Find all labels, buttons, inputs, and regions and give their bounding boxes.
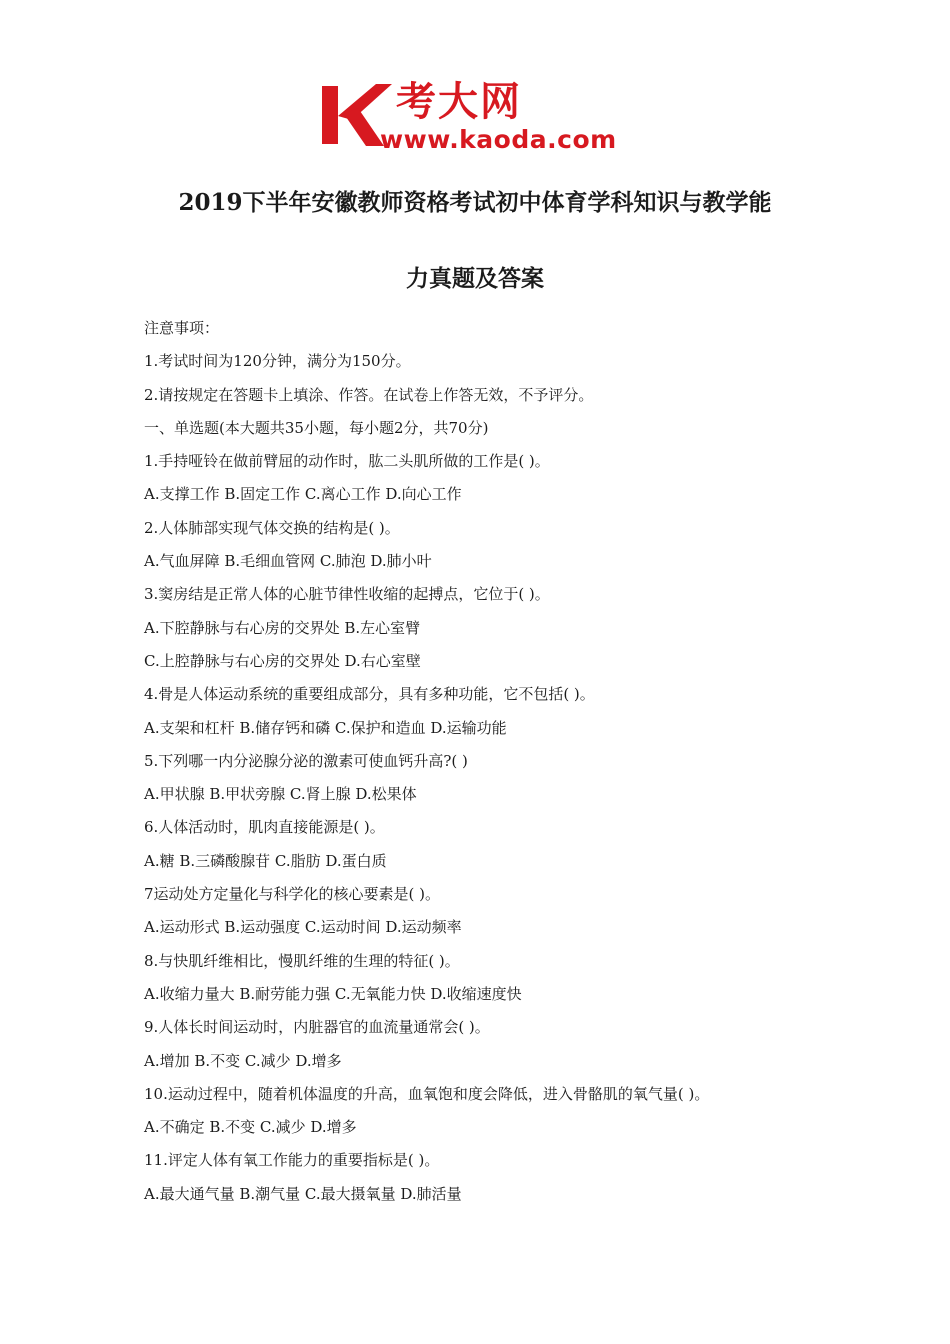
question-options: A.运动形式 B.运动强度 C.运动时间 D.运动频率 — [144, 918, 462, 937]
document-title-line-2: 力真题及答案 — [406, 265, 544, 292]
question-text: 8.与快肌纤维相比，慢肌纤维的生理的特征( )。 — [144, 951, 460, 970]
logo-url-text: www.kaoda.com — [380, 125, 617, 154]
question-options: A.不确定 B.不变 C.减少 D.增多 — [144, 1118, 357, 1137]
site-logo — [318, 80, 638, 158]
question-text: 2.人体肺部实现气体交换的结构是( )。 — [144, 518, 400, 537]
question-options: A.下腔静脉与右心房的交界处 B.左心室臂 — [144, 618, 421, 637]
notice-item: 2.请按规定在答题卡上填涂、作答。在试卷上作答无效，不予评分。 — [144, 385, 594, 404]
question-text: 9.人体长时间运动时，内脏器官的血流量通常会( )。 — [144, 1018, 490, 1037]
question-options: A.最大通气量 B.潮气量 C.最大摄氧量 D.肺活量 — [144, 1184, 462, 1203]
question-text: 3.窦房结是正常人体的心脏节律性收缩的起搏点，它位于( )。 — [144, 585, 550, 604]
question-text: 4.骨是人体运动系统的重要组成部分，具有多种功能，它不包括( )。 — [144, 685, 595, 704]
notice-heading: 注意事项： — [144, 319, 220, 337]
question-text: 6.人体活动时，肌肉直接能源是( )。 — [144, 818, 385, 837]
question-options: A.增加 B.不变 C.减少 D.增多 — [144, 1051, 342, 1070]
document-body — [144, 312, 864, 1211]
question-text: 1.手持哑铃在做前臂屈的动作时，肱二头肌所做的工作是( )。 — [144, 452, 550, 471]
notice-item: 1.考试时间为120分钟，满分为150分。 — [144, 352, 411, 371]
question-options: A.气血屏障 B.毛细血管网 C.肺泡 D.肺小叶 — [144, 552, 432, 571]
question-text: 5.下列哪一内分泌腺分泌的激素可使血钙升高?( ) — [144, 751, 468, 770]
question-text: 7运动处方定量化与科学化的核心要素是( )。 — [144, 885, 441, 904]
question-text: 10.运动过程中，随着机体温度的升高，血氧饱和度会降低，进入骨骼肌的氧气量( )。 — [144, 1084, 710, 1103]
question-options: A.糖 B.三磷酸腺苷 C.脂肪 D.蛋白质 — [144, 851, 387, 870]
question-text: 11.评定人体有氧工作能力的重要指标是( )。 — [144, 1151, 440, 1170]
question-options: A.甲状腺 B.甲状旁腺 C.肾上腺 D.松果体 — [144, 785, 417, 804]
logo-brand-text: 考大网 — [396, 79, 522, 125]
question-options: C.上腔静脉与右心房的交界处 D.右心室壁 — [144, 651, 421, 670]
document-title-line-1: 2019下半年安徽教师资格考试初中体育学科知识与教学能 — [178, 189, 772, 216]
section-heading: 一、单选题(本大题共35小题，每小题2分，共70分) — [144, 418, 489, 437]
question-options: A.支架和杠杆 B.储存钙和磷 C.保护和造血 D.运输功能 — [144, 718, 507, 737]
question-options: A.支撑工作 B.固定工作 C.离心工作 D.向心工作 — [144, 485, 462, 504]
question-options: A.收缩力量大 B.耐劳能力强 C.无氧能力快 D.收缩速度快 — [144, 984, 522, 1003]
